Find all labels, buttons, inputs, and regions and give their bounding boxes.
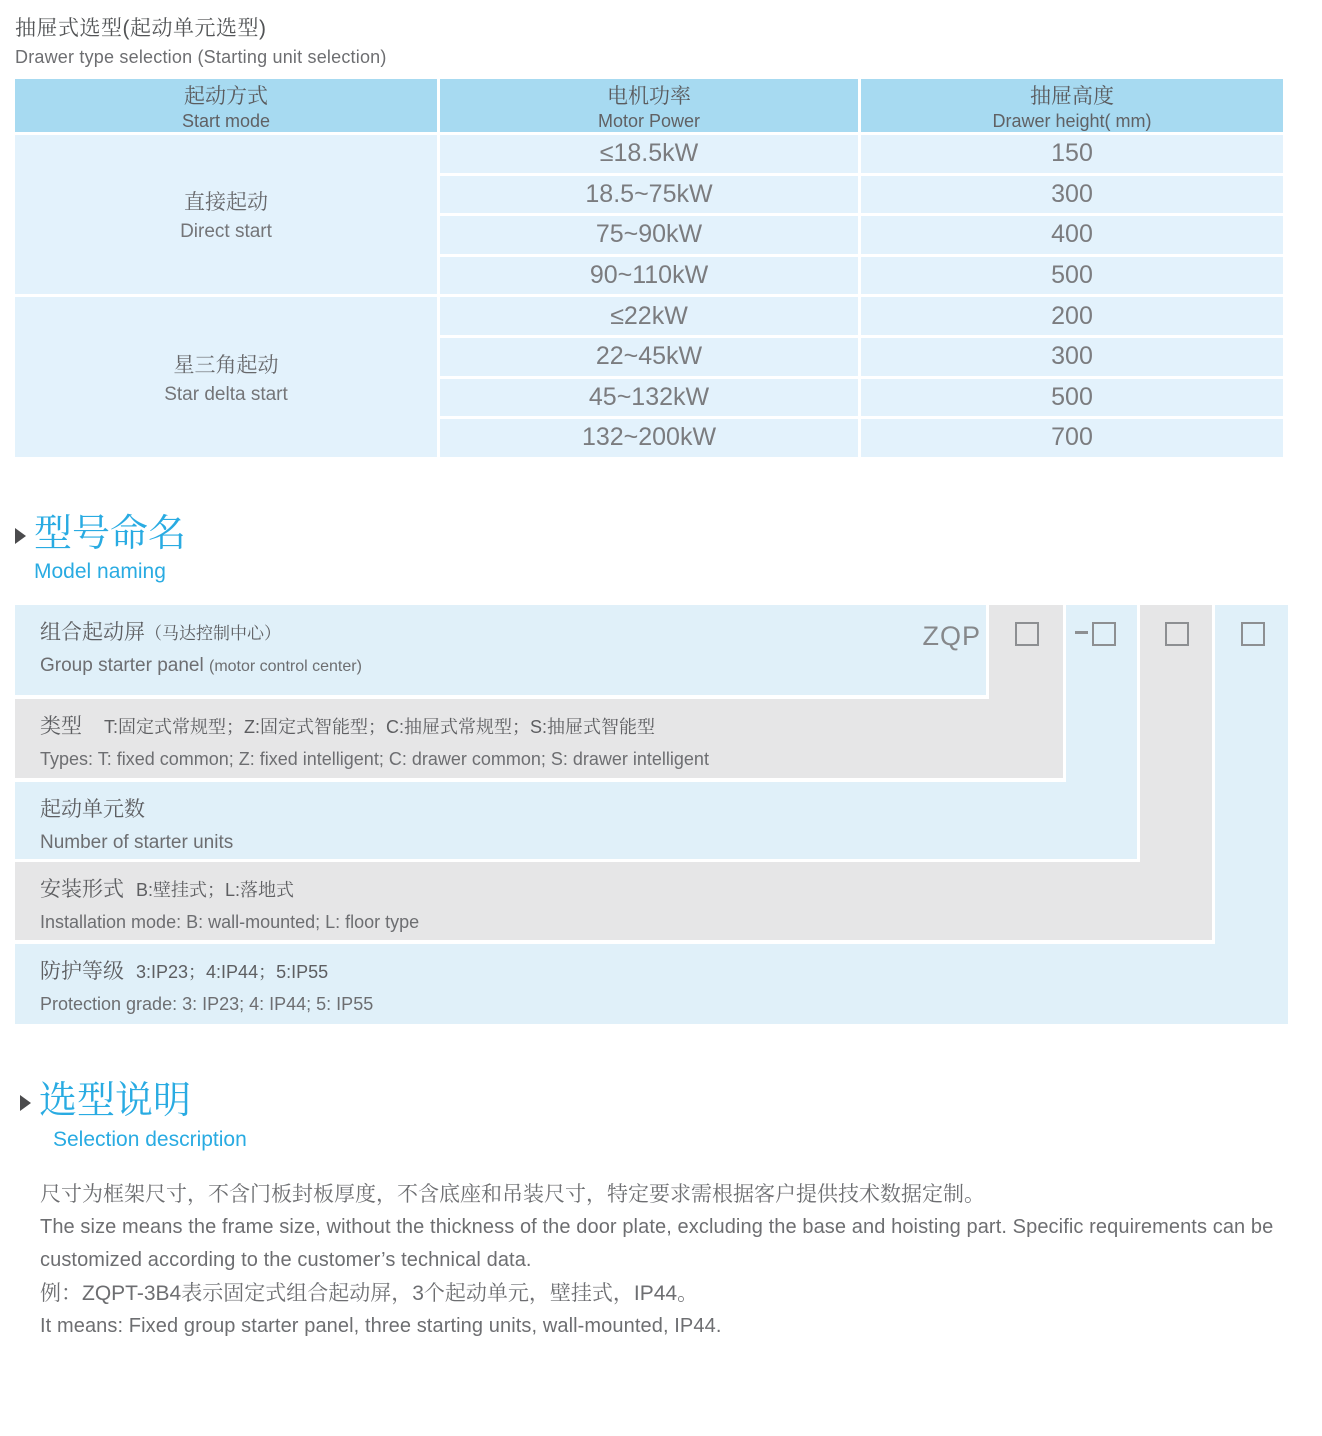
model-naming-diagram [15, 605, 1288, 1024]
section-heading-selection [20, 1080, 1322, 1152]
header-cell-drawer-height [861, 79, 1283, 132]
group-star-delta-en: Star delta start [164, 383, 288, 405]
selection-description [40, 1178, 1292, 1343]
page-subtitle: Drawer type selection (Starting unit selection) [15, 47, 387, 67]
naming-row-protection [15, 944, 1288, 1024]
table-cell-power: 90~110kW [440, 257, 858, 295]
header-start-mode-zh: 起动方式 [184, 84, 268, 108]
naming-panel-zh: 组合起动屏 [40, 621, 145, 645]
header-motor-power-en: Motor Power [597, 110, 701, 131]
table-cell-height: 400 [861, 216, 1283, 254]
model-code-label: ZQP [922, 621, 981, 652]
header-drawer-height-en: Drawer height( mm) [992, 110, 1152, 131]
naming-type-en: Types: T: fixed common; Z: fixed intelligent; C: drawer common; S: drawer intelligent [40, 749, 709, 770]
group-cell-star-delta-start [15, 297, 437, 456]
naming-protection-en: Protection grade: 3: IP23; 4: IP44; 5: IP55 [40, 994, 374, 1015]
section-marker-icon [15, 528, 26, 544]
table-cell-power: 45~132kW [440, 379, 858, 417]
selection-note-en: The size means the frame size, without the thickness of the door plate, excluding the base and hoisting part. Specific requirements can be customized according to the customer’s technical data. [40, 1215, 1274, 1271]
naming-panel-zh-small: （马达控制中心） [145, 624, 281, 644]
table-cell-power: 22~45kW [440, 338, 858, 376]
selection-example-zh: 例：ZQPT-3B4表示固定式组合起动屏，3个起动单元，壁挂式，IP44。 [40, 1281, 699, 1305]
placeholder-box-icon [1015, 622, 1039, 646]
naming-protection-detail-zh: 3:IP23；4:IP44；5:IP55 [136, 962, 329, 983]
table-cell-power: 18.5~75kW [440, 176, 858, 214]
selection-note-zh: 尺寸为框架尺寸，不含门板封板厚度，不含底座和吊装尺寸，特定要求需根据客户提供技术数据定制。 [40, 1182, 985, 1206]
group-cell-direct-start [15, 135, 437, 294]
naming-type-detail-zh: T:固定式常规型；Z:固定式智能型；C:抽屉式常规型；S:抽屉式智能型 [104, 717, 656, 738]
model-code-dash [1075, 631, 1088, 634]
table-cell-height: 500 [861, 257, 1283, 295]
header-start-mode-en: Start mode [181, 110, 271, 131]
section-title-zh: 选型说明 [39, 1080, 192, 1123]
selection-example-en: It means: Fixed group starter panel, three starting units, wall-mounted, IP44. [40, 1314, 722, 1337]
naming-panel-en: Group starter panel [40, 655, 204, 677]
naming-panel-en-small: (motor control center) [208, 658, 362, 676]
group-direct-start-en: Direct start [180, 221, 272, 243]
table-cell-power: ≤18.5kW [440, 135, 858, 173]
placeholder-box-icon [1092, 622, 1116, 646]
table-cell-height: 500 [861, 379, 1283, 417]
naming-units-en: Number of starter units [40, 832, 234, 854]
section-marker-icon [20, 1095, 31, 1111]
header-motor-power-zh: 电机功率 [607, 84, 691, 108]
drawer-selection-table [15, 79, 1283, 457]
placeholder-box-icon [1165, 622, 1189, 646]
table-cell-height: 300 [861, 338, 1283, 376]
naming-row-units [15, 782, 1137, 859]
table-cell-height: 200 [861, 297, 1283, 335]
page-header [0, 0, 1322, 68]
naming-row-installation [15, 862, 1212, 940]
naming-row-panel [15, 605, 986, 695]
section-heading-model-naming [15, 513, 1322, 585]
section-title-zh: 型号命名 [34, 512, 187, 555]
naming-installation-detail-zh: B:壁挂式；L:落地式 [136, 880, 295, 901]
naming-units-zh: 起动单元数 [40, 798, 145, 822]
naming-type-zh: 类型 [40, 715, 82, 739]
naming-row-type [15, 699, 1063, 778]
table-cell-power: ≤22kW [440, 297, 858, 335]
table-cell-power: 132~200kW [440, 419, 858, 457]
table-cell-height: 700 [861, 419, 1283, 457]
header-cell-motor-power [440, 79, 858, 132]
naming-installation-en: Installation mode: B: wall-mounted; L: floor type [40, 912, 420, 933]
group-direct-start-zh: 直接起动 [184, 191, 268, 215]
table-cell-height: 300 [861, 176, 1283, 214]
section-title-en: Selection description [53, 1127, 247, 1151]
section-title-en: Model naming [34, 560, 166, 584]
page-title: 抽屉式选型(起动单元选型) [15, 17, 267, 40]
naming-protection-zh: 防护等级 [40, 960, 124, 984]
header-drawer-height-zh: 抽屉高度 [1030, 84, 1114, 108]
group-star-delta-zh: 星三角起动 [173, 353, 279, 377]
header-cell-start-mode [15, 79, 437, 132]
naming-installation-zh: 安装形式 [40, 878, 124, 902]
placeholder-box-icon [1241, 622, 1265, 646]
table-cell-power: 75~90kW [440, 216, 858, 254]
table-cell-height: 150 [861, 135, 1283, 173]
